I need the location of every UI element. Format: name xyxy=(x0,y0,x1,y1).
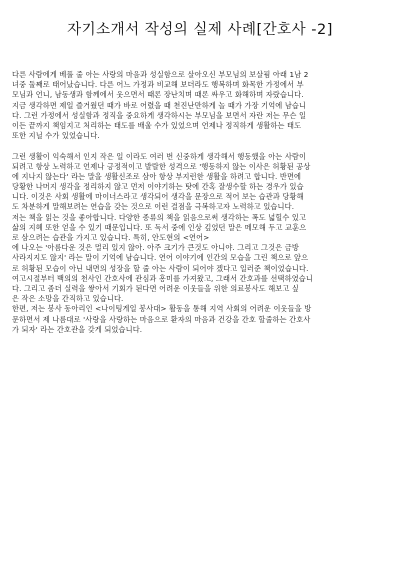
text-line: 지금 생각하면 제일 즐거웠던 때가 바로 어렸을 때 천진난만하게 놀 때가 가장 기억에 남습니 xyxy=(12,100,307,110)
text-line: 사라지지도 않지' 라는 말이 기억에 남습니다. 연어 이야기에 인간의 모습을 그린 책으로 앞으 xyxy=(12,253,309,263)
text-line: 여고시절부터 백의의 천사인 간호사에 관심과 흥미를 가져왔고, 그래서 간호과를 선택하였습니 xyxy=(12,273,313,283)
document-title: 자기소개서 작성의 실제 사례[간호사 -2] xyxy=(67,22,333,38)
text-line: 다. 그리고 좀더 실력을 쌓아서 기회가 된다면 어려운 이웃들을 위한 의료봉사도 해보고 싶 xyxy=(12,283,300,293)
text-line: 다른 사람에게 베풀 줄 아는 사랑의 마음과 성실함으로 살아오신 부모님의 보살핌 아래 1남 2 xyxy=(12,70,309,79)
text-line: 저는 책을 읽는 것을 좋아합니다. 다양한 종류의 책을 읽음으로써 생각하는 폭도 넓힐수 있고 xyxy=(12,212,307,222)
text-line: 되려고 항상 노력하고 언제나 긍정적이고 발랄한 성격으로 '행동하지 않는 이사은 허황된 공상 xyxy=(12,161,311,171)
text-line: 로 허황된 모습이 아닌 내면의 성장을 할 줄 아는 사람이 되어야 겠다고 일러준 책이었습니다. xyxy=(12,263,309,273)
paragraph-gap xyxy=(12,141,390,151)
text-line: 또한 지닐 수가 있었습니다. xyxy=(12,131,100,141)
text-line: 에 지나지 않는다' 라는 말을 생활신조로 삼아 항상 부지런한 생활을 하려고 합니다. 반면에 xyxy=(12,171,302,181)
text-line: 모님과 언니, 남동생과 함께에서 웃으면서 때론 장난치며 때론 싸우고 화해하며 자랐습니다. xyxy=(12,90,304,100)
paragraph-1 xyxy=(12,70,390,141)
text-line: 삶의 지혜 또한 얻을 수 있기 때문입니다. 또 독서 중에 인상 깊었던 말은 메모해 두고 교훈으 xyxy=(12,222,307,232)
text-line: 한편, 저는 봉사 동아리인 <나이팅게일 봉사대> 활동을 통해 지역 사회의 어려운 이웃들을 방 xyxy=(12,304,312,314)
text-line: 그런 생활이 익숙해서 인지 작은 일 이라도 여러 번 신중하게 생각해서 행동했을 아는 사람이 xyxy=(12,151,307,161)
text-line: 당황한 나머지 생각을 정리하지 않고 먼저 이야기하는 탓에 간혹 잘생수할 하는 경우가 있습 xyxy=(12,182,304,192)
text-line: 가 되자' 라는 간호관을 갖게 되었습니다. xyxy=(12,324,143,334)
text-line: 문하면서 제 나름대로 '사랑을 사랑하는 마음으로 환자의 마음과 건강을 간호 할줄하는 간호사 xyxy=(12,314,311,324)
text-line: 로 삼으려는 습관을 가지고 있습니다. 특히, 안도현의 <연어> xyxy=(12,233,210,242)
document-body xyxy=(12,70,390,335)
text-line: 에 나오는 '아름다운 것은 멀리 있지 않아. 아주 크기가 큰것도 아니야. 그리고 그것은 금방 xyxy=(12,243,299,253)
text-line: 이든 끝까지 책임지고 처리하는 태도를 배울 수가 있었으며 언제나 정직하게 생활하는 태도 xyxy=(12,120,302,130)
text-line: 녀중 둘째로 태어났습니다. 다른 어느 가정과 비교해 보더라도 행복하며 화목한 가정에서 부 xyxy=(12,80,304,90)
text-line: 은 작은 소망을 간직하고 있습니다. xyxy=(12,294,124,304)
text-line: 도 차분하게 말해보려는 연습을 갖는 것으로 이런 결점을 극복하고자 노력하고 있습니다. xyxy=(12,202,295,212)
paragraph-2 xyxy=(12,152,390,335)
text-line: 다. 그런 가정에서 성실함과 정직을 중요하게 생각하시는 부모님을 보면서 자란 저는 무슨 일 xyxy=(12,110,307,120)
text-line: 니다. 이것은 사회 생활에 마이너스라고 생각되어 생각을 문장으로 적어 보는 습관과 당황해 xyxy=(12,192,304,202)
